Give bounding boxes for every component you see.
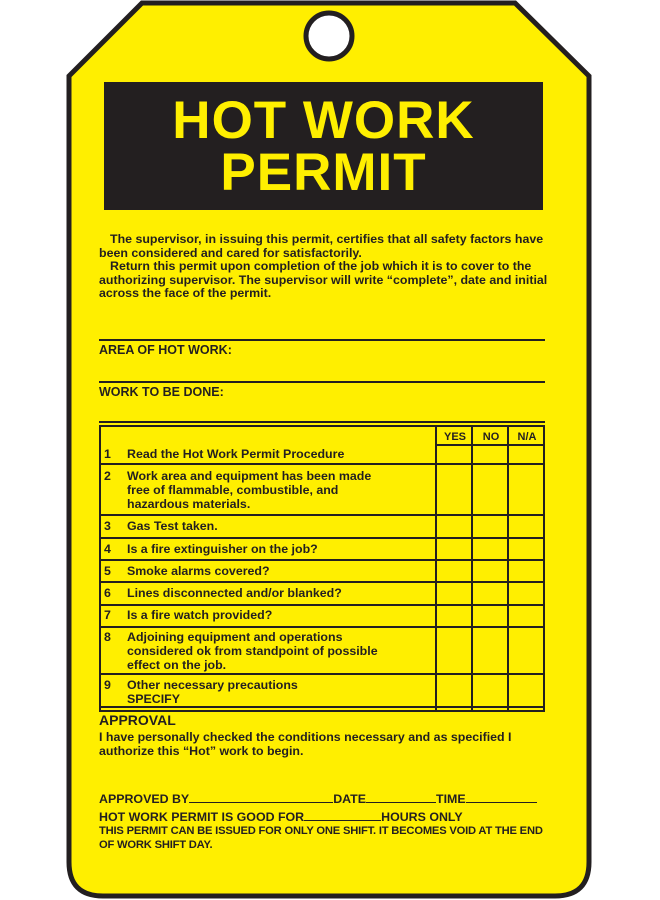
col-header-no: NO: [482, 431, 500, 443]
area-rule: [99, 339, 545, 341]
title-line-2: PERMIT: [220, 143, 427, 202]
intro-text: [99, 233, 559, 301]
title-line-1: HOT WORK: [172, 91, 475, 150]
checklist-item-2: Work area and equipment has been made free of flammable, combustible, and hazardous materials.: [127, 469, 372, 511]
grommet-hole-icon: [306, 13, 352, 59]
checklist-item-4: Is a fire extinguisher on the job?: [127, 542, 318, 556]
row-divider: [99, 581, 545, 583]
checklist-item-1: Read the Hot Work Permit Procedure: [127, 447, 345, 461]
good-for-label: HOT WORK PERMIT IS GOOD FOR: [99, 810, 305, 824]
table-top-rule: [99, 421, 545, 423]
header-underline: [435, 444, 545, 446]
item-number: 9: [104, 678, 111, 692]
col-na-border: [507, 425, 509, 711]
row-divider: [99, 673, 545, 675]
work-to-be-done-label: WORK TO BE DONE:: [99, 385, 224, 399]
approved-by-label: APPROVED BY: [99, 792, 190, 806]
item-number: 8: [104, 630, 111, 644]
table-right-border: [543, 425, 545, 711]
col-no-border: [471, 425, 473, 711]
approved-by-blank[interactable]: [189, 791, 333, 803]
item-number: 6: [104, 586, 111, 600]
work-rule[interactable]: [99, 381, 545, 383]
approval-signature-row: [99, 791, 537, 806]
checklist-item-6: Lines disconnected and/or blanked?: [127, 586, 342, 600]
item-number: 1: [104, 447, 111, 461]
shift-validity-note: THIS PERMIT CAN BE ISSUED FOR ONLY ONE SHIFT. IT BECOMES VOID AT THE END OF WORK SHIFT DAY.: [99, 825, 543, 851]
hours-row: [99, 809, 463, 824]
date-blank[interactable]: [366, 791, 436, 803]
item-number: 2: [104, 469, 111, 483]
hours-blank[interactable]: [304, 809, 381, 821]
checklist-item-5: Smoke alarms covered?: [127, 564, 270, 578]
approval-heading: APPROVAL: [99, 712, 176, 728]
row-divider: [99, 514, 545, 516]
area-of-hot-work-label: AREA OF HOT WORK:: [99, 343, 232, 357]
intro-paragraph-2: Return this permit upon completion of the job which it is to cover to the authorizing supervisor. The supervisor will write “complete”, date and initial across the face of the permit.: [99, 259, 548, 301]
hours-only-label: HOURS ONLY: [381, 810, 463, 824]
row-divider: [99, 626, 545, 628]
item-number: 7: [104, 608, 111, 622]
col-header-na: N/A: [517, 431, 537, 443]
col-header-yes: YES: [443, 431, 466, 443]
checklist-item-8: Adjoining equipment and operations considered ok from standpoint of possible effect on the job.: [127, 630, 378, 672]
approval-statement: I have personally checked the conditions necessary and as specified I authorize this “Hot” work to begin.: [99, 730, 512, 758]
table-left-border: [99, 425, 101, 711]
date-label: DATE: [333, 792, 367, 806]
item-number: 3: [104, 519, 111, 533]
item-number: 4: [104, 542, 111, 556]
time-label: TIME: [436, 792, 466, 806]
checklist-item-7: Is a fire watch provided?: [127, 608, 273, 622]
row-divider: [99, 559, 545, 561]
row-divider: [99, 463, 545, 465]
checklist-item-3: Gas Test taken.: [127, 519, 218, 533]
col-yes-border: [435, 425, 437, 711]
row-divider: [99, 537, 545, 539]
table-bottom-rule: [99, 706, 545, 708]
intro-paragraph-1: The supervisor, in issuing this permit, certifies that all safety factors have been considered and cared for satisfactorily.: [99, 232, 544, 260]
checklist-item-9: Other necessary precautions SPECIFY: [127, 678, 298, 706]
time-blank[interactable]: [466, 791, 537, 803]
item-number: 5: [104, 564, 111, 578]
table-top-rule-2: [99, 425, 545, 427]
title-banner: [104, 82, 543, 210]
row-divider: [99, 604, 545, 606]
